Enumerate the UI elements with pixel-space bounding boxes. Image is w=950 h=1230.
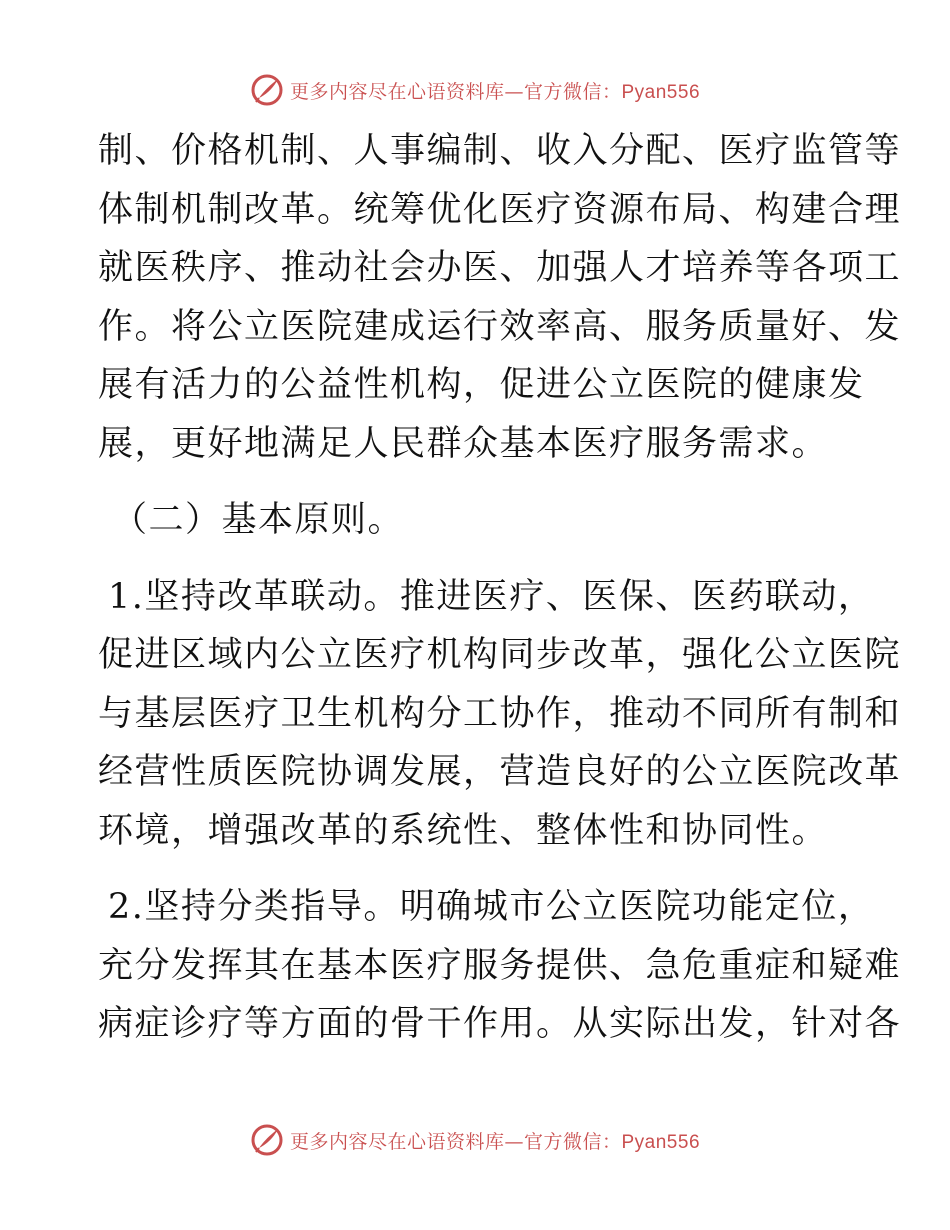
text-line: 作。将公立医院建成运行效率高、服务质量好、发 — [98, 306, 902, 347]
text-line: 展有活力的公益性机构，促进公立医院的健康发 — [98, 365, 865, 405]
paragraph-item-2 — [98, 878, 902, 1054]
feather-pen-logo-icon — [250, 73, 284, 107]
watermark-text: 更多内容尽在心语资料库—官方微信：Pyan556 — [289, 80, 701, 103]
document-body — [98, 122, 902, 1054]
paragraph-reform-overview — [98, 122, 902, 473]
text-line: 1.坚持改革联动。推进医疗、医保、医药联动， — [108, 576, 875, 617]
watermark-footer — [0, 1120, 950, 1160]
text-line: 经营性质医院协调发展，营造良好的公立医院改革 — [98, 752, 902, 792]
feather-pen-logo-icon — [250, 1123, 284, 1157]
text-line: 体制机制改革。统筹优化医疗资源布局、构建合理 — [98, 189, 902, 230]
text-line: 促进区域内公立医疗机构同步改革，强化公立医院 — [98, 635, 902, 675]
text-line: 病症诊疗等方面的骨干作用。从实际出发，针对各 — [98, 1004, 902, 1044]
paragraph-item-1 — [98, 568, 902, 861]
text-line: 与基层医疗卫生机构分工协作，推动不同所有制和 — [98, 693, 902, 734]
text-line: 环境，增强改革的系统性、整体性和协同性。 — [98, 810, 829, 851]
text-line: 展，更好地满足人民群众基本医疗服务需求。 — [98, 423, 829, 464]
watermark-header — [0, 70, 950, 110]
watermark-text: 更多内容尽在心语资料库—官方微信：Pyan556 — [289, 1130, 701, 1153]
text-line: 就医秩序、推动社会办医、加强人才培养等各项工 — [98, 248, 902, 288]
section-heading: （二）基本原则。 — [112, 500, 405, 540]
text-line: 制、价格机制、人事编制、收入分配、医疗监管等 — [98, 131, 902, 171]
text-line: 2.坚持分类指导。明确城市公立医院功能定位， — [108, 887, 875, 927]
text-line: 充分发挥其在基本医疗服务提供、急危重症和疑难 — [98, 945, 902, 986]
